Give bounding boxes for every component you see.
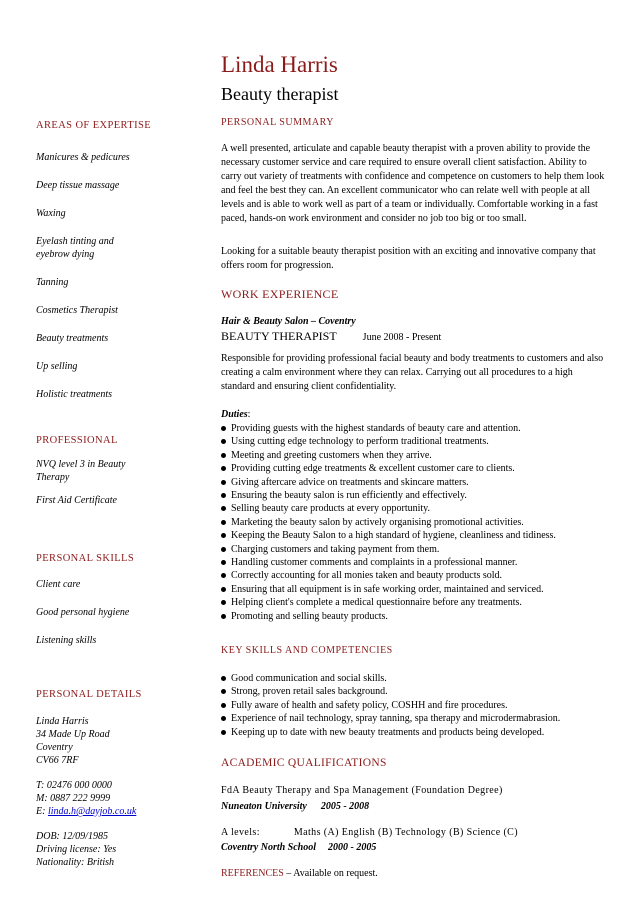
list-item: Using cutting edge technology to perform traditional treatments. [221,435,611,448]
expertise-item: Waxing [36,208,66,219]
role-description: Responsible for providing professional facial beauty and body treatments to customers and also creating a calm environment where they can relax. Carrying out all procedures to a high standard and ensuring client confidentiality. [221,353,604,392]
candidate-name: Linda Harris [221,52,338,77]
expertise-item: Tanning [36,277,69,288]
skills-item: Client care [36,579,81,590]
details-postcode: CV66 7RF [36,755,79,766]
details-address-line2: Coventry [36,742,73,753]
professional-item: First Aid Certificate [36,495,117,506]
duties-colon: : [247,409,251,420]
summary-heading: PERSONAL SUMMARY [221,117,334,128]
details-address-line1: 34 Made Up Road [36,729,110,740]
school-years: 2000 - 2005 [328,842,377,853]
summary-paragraph-2: Looking for a suitable beauty therapist position with an exciting and innovative company that offers room for progression. [221,246,596,271]
expertise-item: Holistic treatments [36,389,113,400]
details-dob: DOB: 12/09/1985 [36,831,108,842]
list-item: Providing guests with the highest standards of beauty care and attention. [221,422,611,435]
list-item: Handling customer comments and complaints in a professional manner. [221,556,611,569]
list-item: Correctly accounting for all monies taken and beauty products sold. [221,569,611,582]
details-mobile: M: 0887 222 9999 [36,793,111,804]
summary-paragraph-1: A well presented, articulate and capable beauty therapist with a proven ability to provide the necessary customer service and care required to ensure overall client satisfaction. Ability to carry out variety of treatments with confidence and competence on customers to help them look and feel the best they can. An excellent communicator who can relate well with people at all levels and is able to work well as part of a team or individually. Comfortable working in a fast paced, hands-on work environment and consider no job too big or too small. [221,143,605,224]
list-item: Good communication and social skills. [221,672,611,685]
role-dates: June 2008 - Present [362,332,442,343]
list-item: Ensuring the beauty salon is run efficiently and effectively. [221,489,611,502]
work-heading: WORK EXPERIENCE [221,287,339,301]
details-nationality: Nationality: British [36,857,115,868]
list-item: Marketing the beauty salon by actively organising promotional activities. [221,516,611,529]
expertise-item: Deep tissue massage [36,180,120,191]
alevels-grades: Maths (A) English (B) Technology (B) Science (C) [293,827,518,838]
details-heading: PERSONAL DETAILS [36,689,142,700]
list-item: Helping client's complete a medical questionnaire before any treatments. [221,596,611,609]
list-item: Keeping the Beauty Salon to a high standard of hygiene, cleanliness and tidiness. [221,529,611,542]
list-item: Meeting and greeting customers when they arrive. [221,449,611,462]
list-item: Promoting and selling beauty products. [221,610,611,623]
role-row [221,329,441,344]
list-item: Providing cutting edge treatments & excellent customer care to clients. [221,462,611,475]
expertise-item: Eyelash tinting and eyebrow dying [36,236,114,260]
university-years: 2005 - 2008 [320,801,370,812]
references-row [221,867,601,881]
list-item: Giving aftercare advice on treatments and skincare matters. [221,476,611,489]
key-skills-list [221,672,611,739]
details-phone: T: 02476 000 0000 [36,780,112,791]
details-name: Linda Harris [36,716,89,727]
university: Nuneaton University [221,801,307,812]
school-row [221,841,601,855]
key-skills-heading: KEY SKILLS AND COMPETENCIES [221,645,393,656]
expertise-item: Up selling [36,361,78,372]
list-item: Experience of nail technology, spray tanning, spa therapy and microdermabrasion. [221,712,611,725]
alevels-label: A levels: [221,827,260,838]
duties-label: Duties [221,409,248,420]
role-title: BEAUTY THERAPIST [221,329,337,343]
expertise-item: Beauty treatments [36,333,109,344]
list-item: Selling beauty care products at every opportunity. [221,502,611,515]
references-heading: REFERENCES [221,868,284,879]
professional-item: NVQ level 3 in Beauty Therapy [36,459,126,483]
school: Coventry North School [221,842,317,853]
university-row [221,800,601,814]
expertise-item: Manicures & pedicures [36,152,130,163]
skills-item: Good personal hygiene [36,607,130,618]
list-item: Charging customers and taking payment from them. [221,543,611,556]
expertise-heading: AREAS OF EXPERTISE [36,120,152,131]
duties-label-row [221,408,601,422]
duties-list [221,422,611,623]
list-item: Fully aware of health and safety policy, COSHH and fire procedures. [221,699,611,712]
references-text: – Available on request. [286,868,378,879]
contact-details [36,715,206,869]
degree: FdA Beauty Therapy and Spa Management (Foundation Degree) [221,785,503,796]
job-title: Beauty therapist [221,84,339,104]
details-email-row [36,805,206,818]
professional-heading: PROFESSIONAL [36,435,118,446]
skills-heading: PERSONAL SKILLS [36,553,135,564]
list-item: Ensuring that all equipment is in safe working order, maintained and serviced. [221,583,611,596]
expertise-item: Cosmetics Therapist [36,305,118,316]
employer: Hair & Beauty Salon – Coventry [221,316,356,327]
alevels-row [221,826,601,840]
skills-item: Listening skills [36,635,97,646]
email-label: E: [36,806,46,817]
list-item: Keeping up to date with new beauty treatments and products being developed. [221,726,611,739]
list-item: Strong, proven retail sales background. [221,685,611,698]
email-link[interactable]: linda.h@dayjob.co.uk [47,806,137,817]
academic-heading: ACADEMIC QUALIFICATIONS [221,757,387,769]
details-license: Driving license: Yes [36,844,117,855]
